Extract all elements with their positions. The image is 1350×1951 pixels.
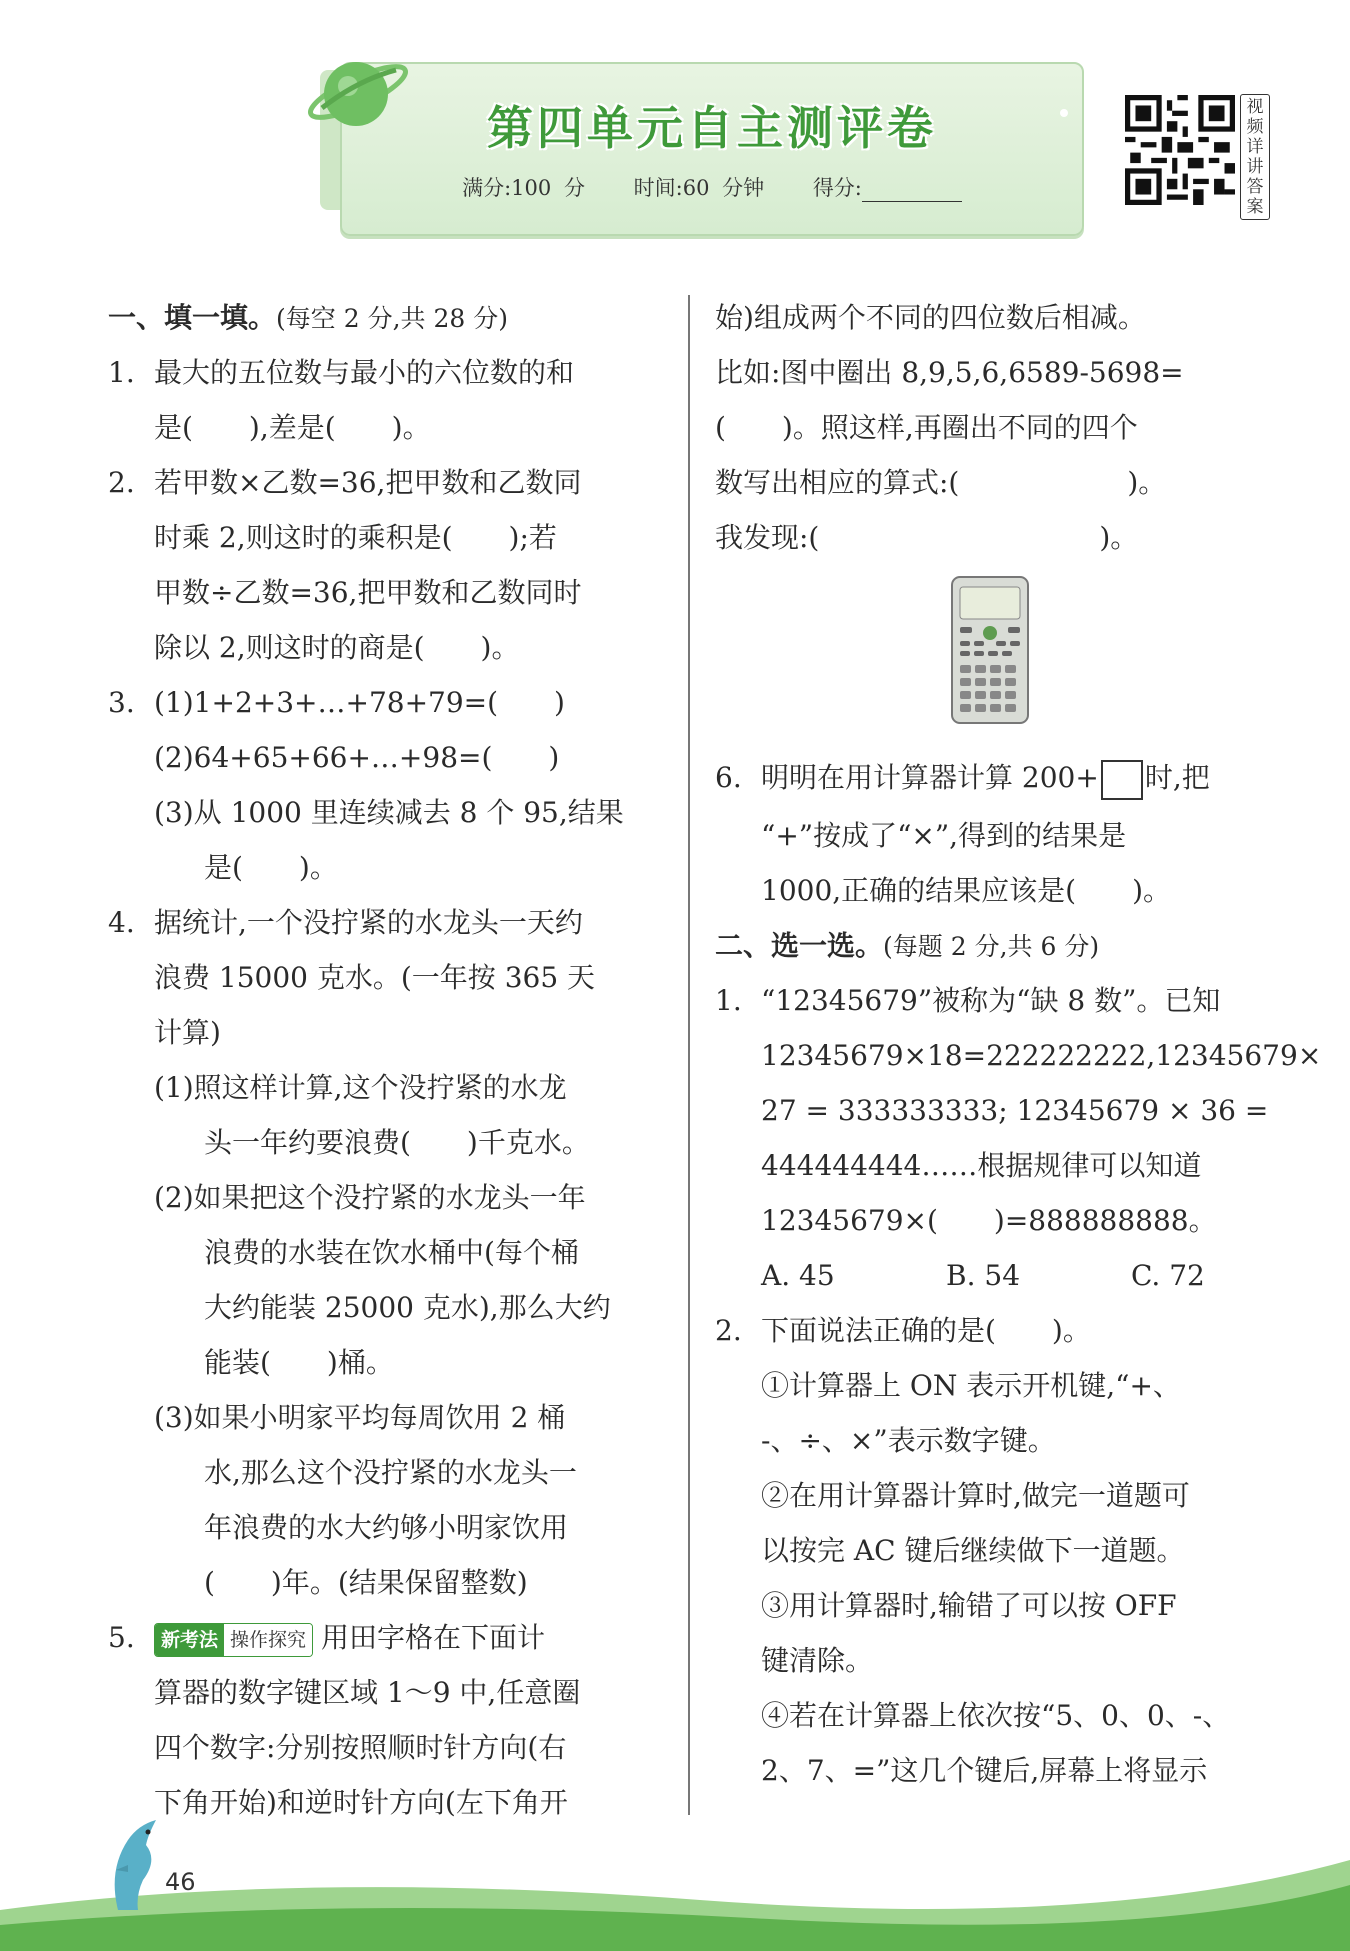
question-line: 能装( )桶。	[204, 1346, 394, 1379]
option-a[interactable]: A. 45	[761, 1259, 835, 1292]
question-line: 4. 据统计,一个没拧紧的水龙头一天约	[108, 906, 583, 939]
question-line: 以按完 AC 键后继续做下一道题。	[761, 1534, 1185, 1567]
question-line: 5. 新考法 操作探究 用田字格在下面计	[108, 1610, 663, 1665]
score-field: 得分:	[813, 176, 962, 200]
qr-code-icon[interactable]	[1125, 95, 1235, 205]
score-blank	[862, 183, 962, 202]
question-line: ( )年。(结果保留整数)	[204, 1566, 528, 1599]
question-line: 2. 下面说法正确的是( )。	[715, 1314, 1091, 1347]
question-line: 1. 最大的五位数与最小的六位数的和	[108, 356, 575, 389]
question-line: 四个数字:分别按照顺时针方向(右	[154, 1731, 567, 1764]
question-line: (3)如果小明家平均每周饮用 2 桶	[154, 1401, 566, 1434]
dolphin-icon	[98, 1810, 168, 1920]
question-line: 算器的数字键区域 1～9 中,任意圈	[154, 1676, 581, 1709]
question-line: 年浪费的水大约够小明家饮用	[204, 1511, 569, 1544]
page-title: 第四单元自主测评卷	[487, 101, 937, 155]
time-limit: 时间:60 分钟	[633, 176, 765, 200]
full-score: 满分:100 分	[462, 176, 585, 200]
question-line: 27 = 333333333; 12345679 × 36 =	[761, 1094, 1269, 1127]
page-number: 46	[165, 1868, 196, 1896]
question-line: 下角开始)和逆时针方向(左下角开	[154, 1786, 568, 1819]
planet-icon	[300, 40, 410, 150]
banner-dot	[1060, 109, 1068, 117]
right-column-lower	[715, 748, 1322, 1798]
question-line: 我发现:( )。	[715, 521, 1139, 554]
question-line: 时乘 2,则这时的乘积是( );若	[154, 521, 557, 554]
question-line: 1. “12345679”被称为“缺 8 数”。已知	[715, 984, 1221, 1017]
question-tag: 新考法 操作探究	[154, 1623, 313, 1657]
question-line: 12345679×( )=888888888。	[761, 1204, 1217, 1237]
question-line: ②在用计算器计算时,做完一道题可	[761, 1479, 1190, 1512]
question-line: 浪费的水装在饮水桶中(每个桶	[204, 1236, 579, 1269]
qr-label: 视频详讲答案	[1240, 94, 1270, 220]
question-line: 是( )。	[204, 851, 338, 884]
question-line: -、÷、×”表示数字键。	[761, 1424, 1056, 1457]
question-line: 浪费 15000 克水。(一年按 365 天	[154, 961, 596, 994]
question-line: 比如:图中圈出 8,9,5,6,6589-5698=	[715, 356, 1184, 389]
question-line: ③用计算器时,输错了可以按 OFF	[761, 1589, 1177, 1622]
question-line: 键清除。	[761, 1644, 874, 1677]
question-line: 除以 2,则这时的商是( )。	[154, 631, 520, 664]
question-line: ④若在计算器上依次按“5、0、0、-、	[761, 1699, 1231, 1732]
question-line: 是( ),差是( )。	[154, 411, 431, 444]
section-2-title: 二、选一选。(每题 2 分,共 6 分)	[715, 929, 1100, 962]
question-line: 大约能装 25000 克水),那么大约	[204, 1291, 611, 1324]
question-line: (2)如果把这个没拧紧的水龙头一年	[154, 1181, 586, 1214]
question-line: 2. 若甲数×乙数=36,把甲数和乙数同	[108, 466, 582, 499]
question-line: 1000,正确的结果应该是( )。	[761, 874, 1172, 907]
question-line: (2)64+65+66+…+98=( )	[154, 741, 560, 774]
question-line: “+”按成了“×”,得到的结果是	[761, 819, 1127, 852]
header-banner	[340, 62, 1084, 236]
question-line: 444444444……根据规律可以知道	[761, 1149, 1202, 1182]
footer-wave	[0, 1840, 1350, 1951]
question-line: 水,那么这个没拧紧的水龙头一	[204, 1456, 577, 1489]
question-line: 甲数÷乙数=36,把甲数和乙数同时	[154, 576, 582, 609]
question-line: 始)组成两个不同的四位数后相减。	[715, 301, 1146, 334]
option-b[interactable]: B. 54	[946, 1259, 1021, 1292]
calculator-icon	[950, 575, 1030, 725]
question-line: 6. 明明在用计算器计算 200+ 时,把	[715, 748, 1275, 808]
question-line: ( )。照这样,再圈出不同的四个	[715, 411, 1138, 444]
left-column	[108, 290, 663, 1830]
question-line: 数写出相应的算式:( )。	[715, 466, 1167, 499]
question-line: 头一年约要浪费( )千克水。	[204, 1126, 590, 1159]
option-c[interactable]: C. 72	[1131, 1259, 1205, 1292]
answer-options	[715, 1248, 1275, 1303]
question-line: (1)照这样计算,这个没拧紧的水龙	[154, 1071, 567, 1104]
question-line: 2、7、=”这几个键后,屏幕上将显示	[761, 1754, 1208, 1787]
column-divider	[688, 295, 690, 1815]
question-line: (3)从 1000 里连续减去 8 个 95,结果	[154, 796, 624, 829]
question-line: 3. (1)1+2+3+…+78+79=( )	[108, 686, 565, 719]
answer-box	[1101, 760, 1143, 800]
exam-meta	[342, 172, 1082, 202]
question-line: 12345679×18=222222222,12345679×	[761, 1039, 1322, 1072]
section-1-title: 一、填一填。(每空 2 分,共 28 分)	[108, 301, 508, 334]
question-line: ①计算器上 ON 表示开机键,“+、	[761, 1369, 1181, 1402]
question-line: 计算)	[154, 1016, 221, 1049]
